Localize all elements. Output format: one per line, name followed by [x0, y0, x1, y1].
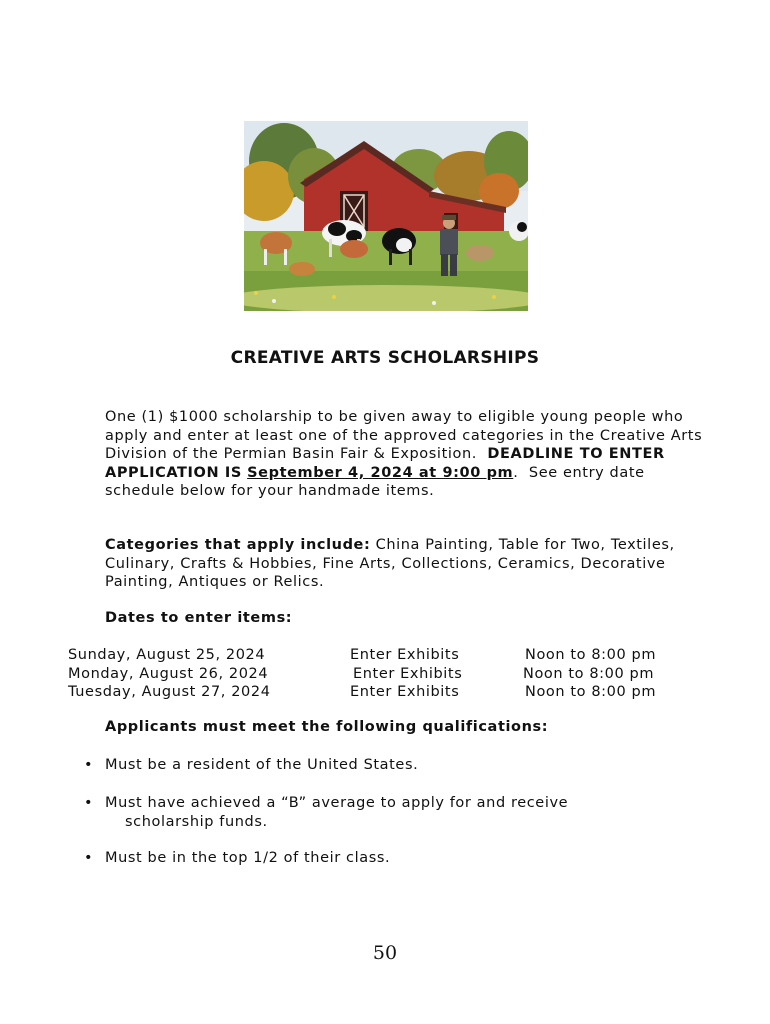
- categories-list: China Painting, Table for Two, Textiles, Culinary, Crafts & Hobbies, Fine Arts, Collections, Ceramics, Decorative Painting, Antiques or Relics.: [105, 537, 675, 590]
- dates-heading: Dates to enter items:: [105, 610, 293, 626]
- categories-paragraph: [105, 536, 715, 592]
- qualification-text: [105, 756, 645, 775]
- page-title: CREATIVE ARTS SCHOLARSHIPS: [230, 348, 540, 368]
- date-cell: Sunday, August 25, 2024: [68, 647, 266, 663]
- farm-scene-illustration: [244, 121, 528, 311]
- activity-cell: Enter Exhibits: [350, 647, 460, 663]
- qualifications-heading: Applicants must meet the following qualifications:: [105, 719, 549, 735]
- intro-text: One (1) $1000 scholarship to be given away to eligible young people who apply and enter at least one of the approved categories in the Creative Arts Division of the Permian Basin Fair & Exposition.: [105, 409, 703, 462]
- date-cell: Monday, August 26, 2024: [68, 665, 269, 682]
- qualification-line: Must be in the top 1/2 of their class.: [105, 850, 391, 866]
- page-number: 50: [372, 942, 398, 964]
- bullet-icon: •: [84, 757, 94, 773]
- activity-cell: Enter Exhibits: [350, 684, 460, 700]
- qualification-text: [105, 794, 645, 831]
- time-cell: Noon to 8:00 pm: [525, 684, 657, 700]
- deadline-label: DEADLINE TO ENTER APPLICATION IS: [105, 446, 665, 481]
- activity-cell: Enter Exhibits: [353, 665, 463, 682]
- time-cell: Noon to 8:00 pm: [523, 665, 655, 682]
- intro-trailing: See entry date schedule below for your handmade items.: [105, 464, 645, 499]
- intro-paragraph: One (1) $1000 scholarship to be given away to eligible young people who apply and enter at least one of the approved categories in the Creative Arts Division of the Permian Basin Fair & Exposition. DEADLINE TO ENTER APPLICATION IS September 4, 2024 at 9:00 pm. See entry date schedule below for your handmade items.: [105, 409, 703, 499]
- time-cell: Noon to 8:00 pm: [525, 647, 657, 663]
- date-cell: Tuesday, August 27, 2024: [68, 684, 271, 700]
- categories-label: Categories that apply include:: [105, 537, 371, 553]
- qualification-text: [105, 849, 645, 868]
- qualification-line: Must be a resident of the United States.: [105, 757, 419, 773]
- bullet-icon: •: [84, 850, 94, 866]
- qualification-line: scholarship funds.: [125, 813, 268, 830]
- bullet-icon: •: [84, 795, 94, 811]
- qualification-line: Must have achieved a “B” average to apply for and receive: [105, 795, 569, 811]
- deadline-date: September 4, 2024 at 9:00 pm: [247, 464, 514, 481]
